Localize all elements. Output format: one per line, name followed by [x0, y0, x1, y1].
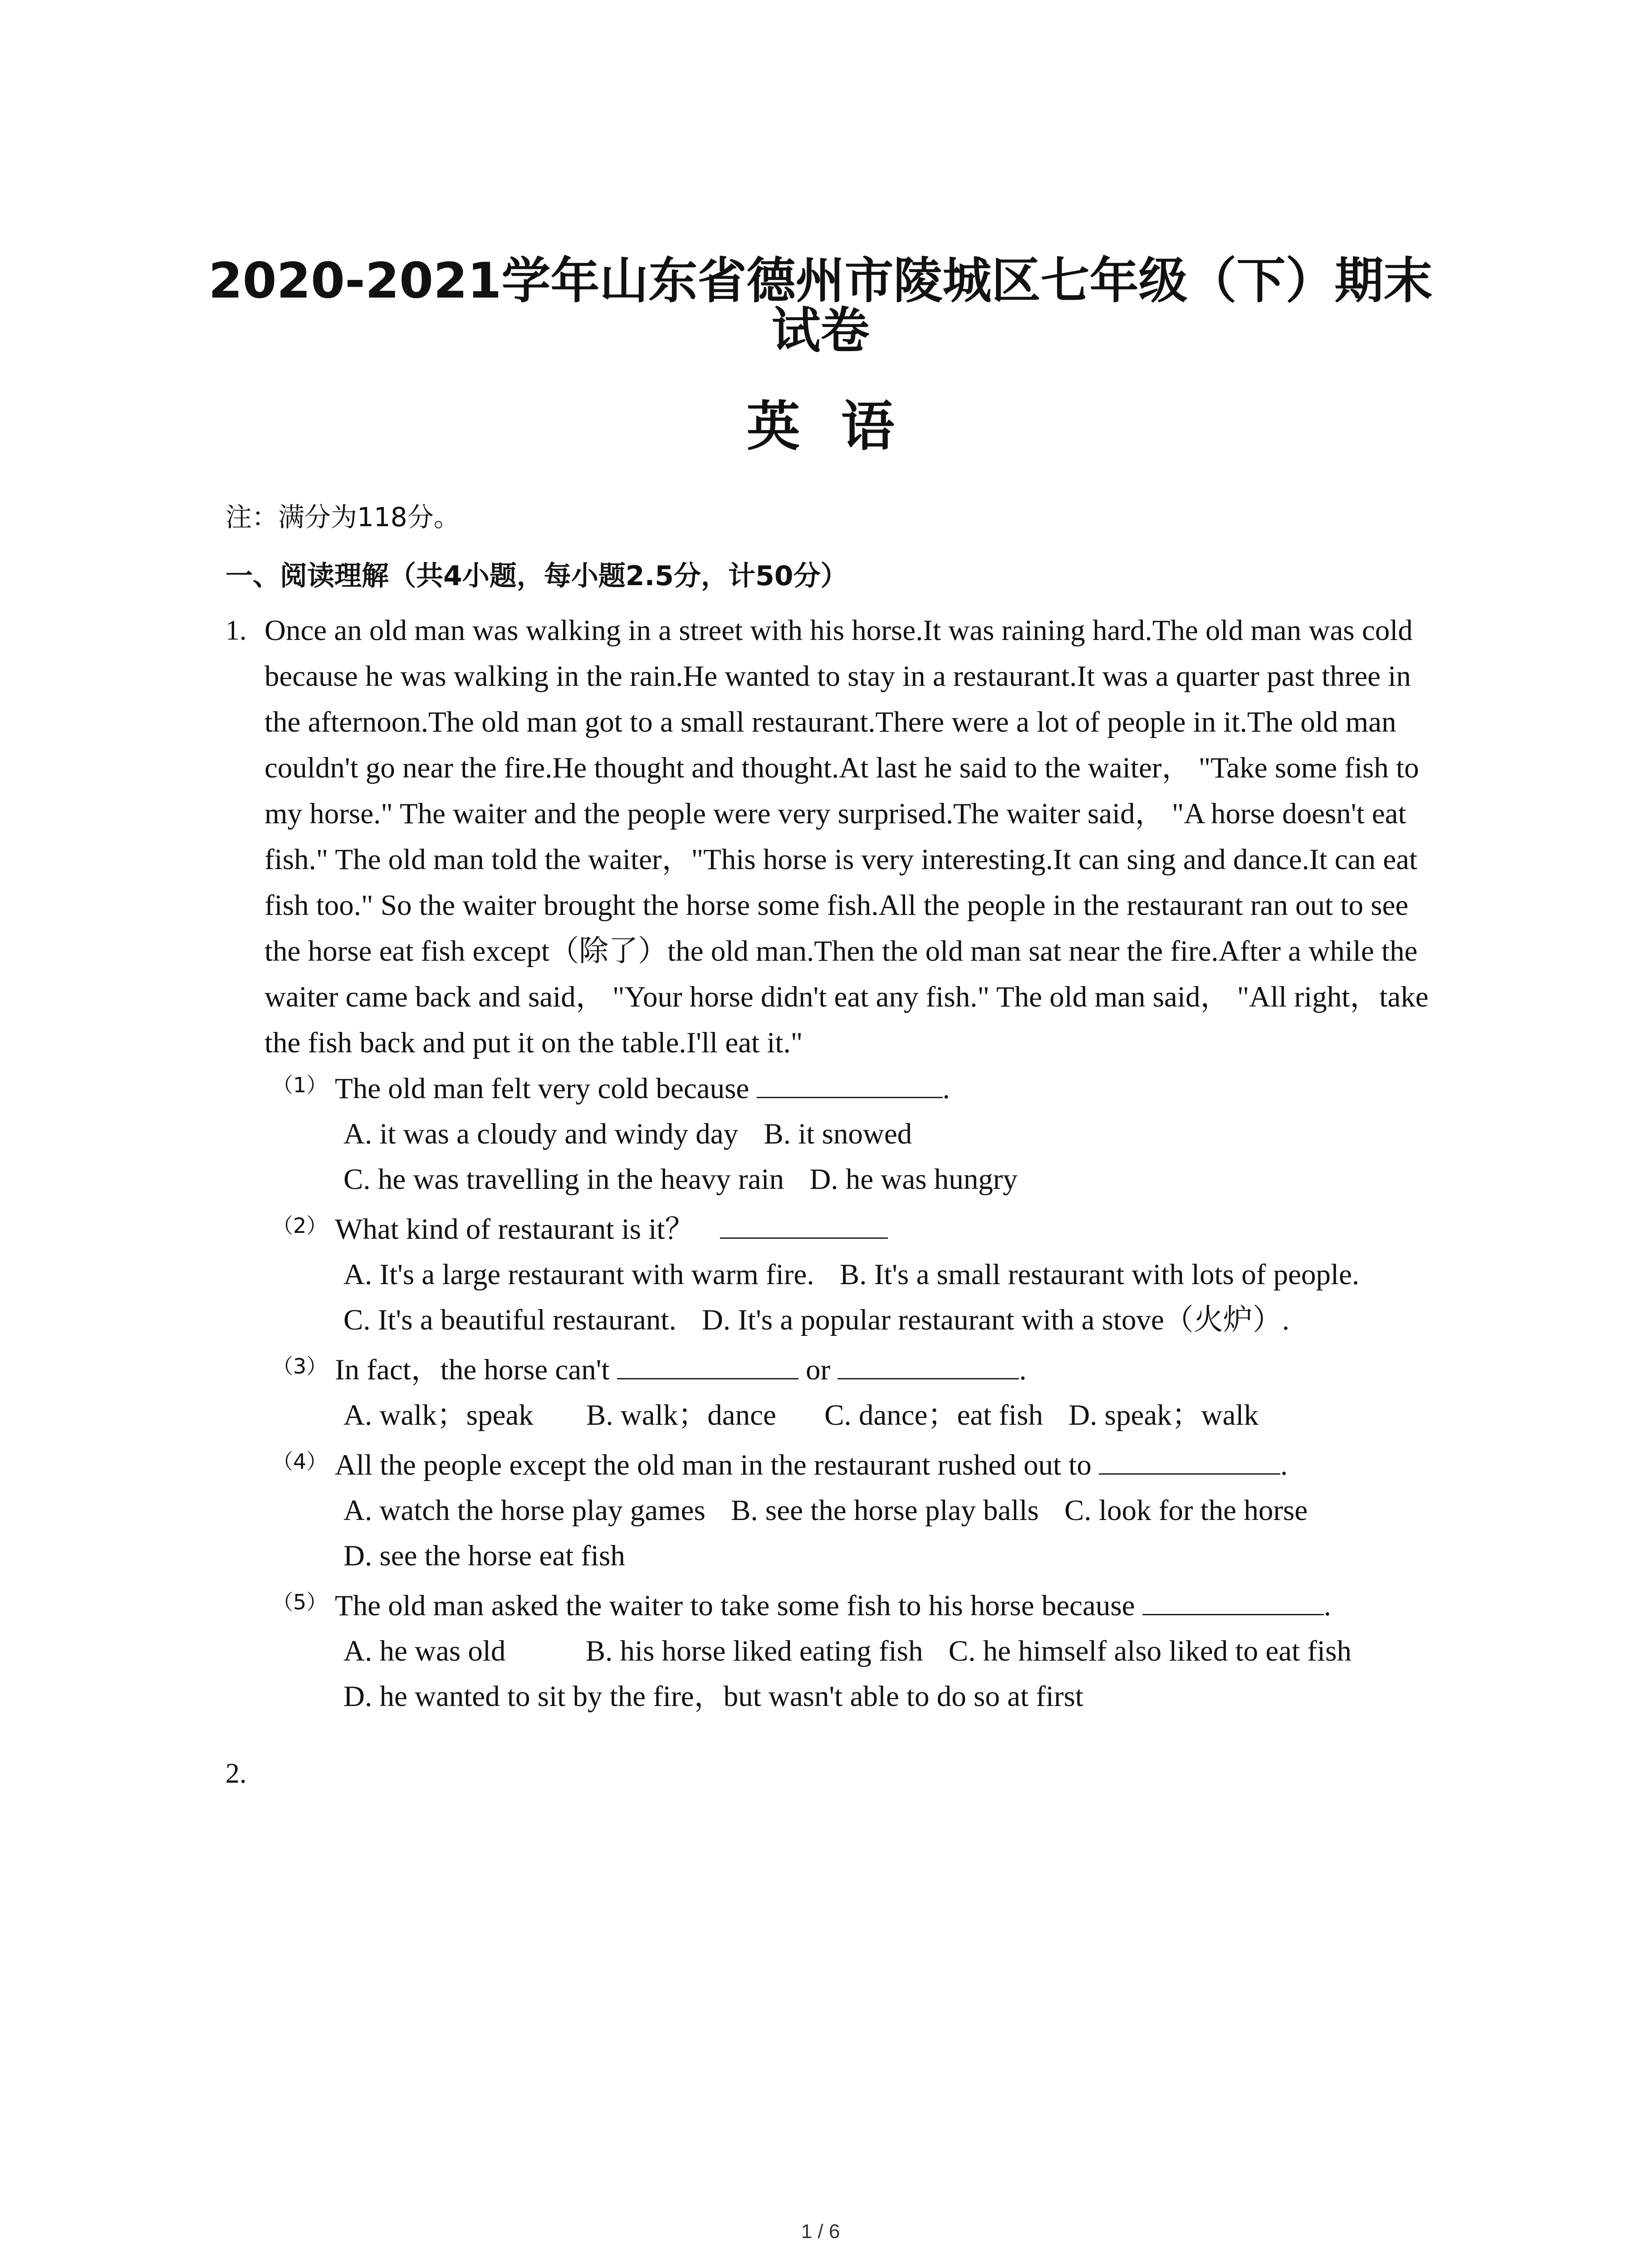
answer-blank[interactable] — [1142, 1587, 1324, 1615]
option-b[interactable]: B. walk；dance — [586, 1399, 776, 1432]
exam-title-line1: 2020-2021学年山东省德州市陵城区七年级（下）期末 — [208, 253, 1433, 309]
question-2-number: 2. — [225, 1758, 247, 1789]
stem-text: The old man felt very cold because — [335, 1072, 749, 1105]
options-row — [343, 1252, 1359, 1297]
sub-question-stem — [335, 1442, 1288, 1488]
stem-end: . — [942, 1072, 950, 1105]
option-a[interactable]: A. watch the horse play games — [343, 1494, 705, 1527]
option-c[interactable]: C. he was travelling in the heavy rain — [343, 1163, 784, 1196]
sub-question-stem — [335, 1066, 950, 1111]
sub-question-number: （1） — [272, 1073, 328, 1097]
stem-end: . — [1280, 1449, 1288, 1481]
options-row — [343, 1488, 1308, 1533]
reading-passage: Once an old man was walking in a street with his horse.It was raining hard.The old man was cold because he was walking in the rain.He wanted to stay in a restaurant.It was a quarter past three in the afternoon.The old man got to a small restaurant.There were a lot of people in it.The old man couldn't go near the fire.He thought and thought.At last he said to the waiter， "Take some fish to my horse." The waiter and the people were very surprised.The waiter said， "A horse doesn't eat fish." The old man told the waiter，"This horse is very interesting.It can sing and dance.It can eat fish too." So the waiter brought the horse some fish.All the people in the restaurant ran out to see the horse eat fish except（除了）the old man.Then the old man sat near the fire.After a while the waiter came back and said， "Your horse didn't eat any fish." The old man said， "All right，take the fish back and put it on the table.I'll eat it." — [265, 614, 1429, 1059]
exam-title-line2: 试卷 — [771, 303, 870, 359]
stem-end: . — [1323, 1589, 1332, 1622]
stem-end: . — [1019, 1354, 1027, 1386]
option-d[interactable]: D. he was hungry — [809, 1163, 1018, 1196]
option-c[interactable]: C. dance；eat fish — [824, 1399, 1043, 1432]
option-d[interactable]: D. It's a popular restaurant with a stove（火炉）. — [701, 1304, 1290, 1336]
option-a[interactable]: A. It's a large restaurant with warm fire. — [343, 1258, 814, 1291]
options-row — [343, 1674, 1083, 1719]
stem-or: or — [805, 1354, 831, 1386]
option-d[interactable]: D. speak；walk — [1068, 1399, 1259, 1432]
subject-heading: 英语 — [746, 395, 936, 458]
options-row — [343, 1157, 1018, 1202]
option-a[interactable]: A. he was old — [343, 1635, 506, 1667]
sub-question-stem — [335, 1583, 1331, 1628]
option-a[interactable]: A. it was a cloudy and windy day — [343, 1118, 739, 1150]
option-c[interactable]: C. he himself also liked to eat fish — [948, 1635, 1352, 1667]
stem-text: All the people except the old man in the restaurant rushed out to — [335, 1449, 1092, 1481]
answer-blank[interactable] — [757, 1070, 943, 1098]
option-b[interactable]: B. It's a small restaurant with lots of people. — [839, 1258, 1360, 1291]
options-row — [343, 1111, 912, 1157]
option-d[interactable]: D. see the horse eat fish — [343, 1540, 625, 1572]
option-b[interactable]: B. see the horse play balls — [731, 1494, 1039, 1527]
stem-text: In fact，the horse can't — [335, 1354, 610, 1386]
option-c[interactable]: C. look for the horse — [1064, 1494, 1308, 1527]
options-row — [343, 1533, 625, 1579]
answer-blank[interactable] — [1099, 1446, 1280, 1475]
stem-text: What kind of restaurant is it？ — [335, 1213, 695, 1246]
sub-question-number: （2） — [272, 1213, 328, 1238]
option-c[interactable]: C. It's a beautiful restaurant. — [343, 1304, 676, 1336]
question-1-number: 1. — [225, 615, 247, 646]
answer-blank-2[interactable] — [838, 1351, 1019, 1379]
sub-question-number: （3） — [272, 1354, 328, 1378]
stem-text: The old man asked the waiter to take some fish to his horse because — [335, 1589, 1135, 1622]
option-a[interactable]: A. walk；speak — [343, 1399, 534, 1432]
sub-question-number: （5） — [272, 1590, 328, 1614]
answer-blank-1[interactable] — [617, 1351, 798, 1379]
sub-question-stem — [335, 1347, 1027, 1393]
sub-question-stem — [335, 1207, 888, 1252]
options-row — [343, 1628, 1352, 1674]
option-b[interactable]: B. his horse liked eating fish — [585, 1635, 923, 1667]
options-row — [343, 1297, 1289, 1343]
option-d[interactable]: D. he wanted to sit by the fire，but wasn't able to do so at first — [343, 1680, 1083, 1713]
score-note: 注：满分为118分。 — [225, 502, 460, 533]
answer-blank[interactable] — [720, 1210, 888, 1239]
options-row — [343, 1393, 1259, 1438]
option-b[interactable]: B. it snowed — [764, 1118, 912, 1150]
page-footer: 1 / 6 — [801, 2220, 840, 2243]
section-heading: 一、阅读理解（共4小题，每小题2.5分，计50分） — [225, 560, 848, 592]
sub-question-number: （4） — [272, 1449, 328, 1474]
